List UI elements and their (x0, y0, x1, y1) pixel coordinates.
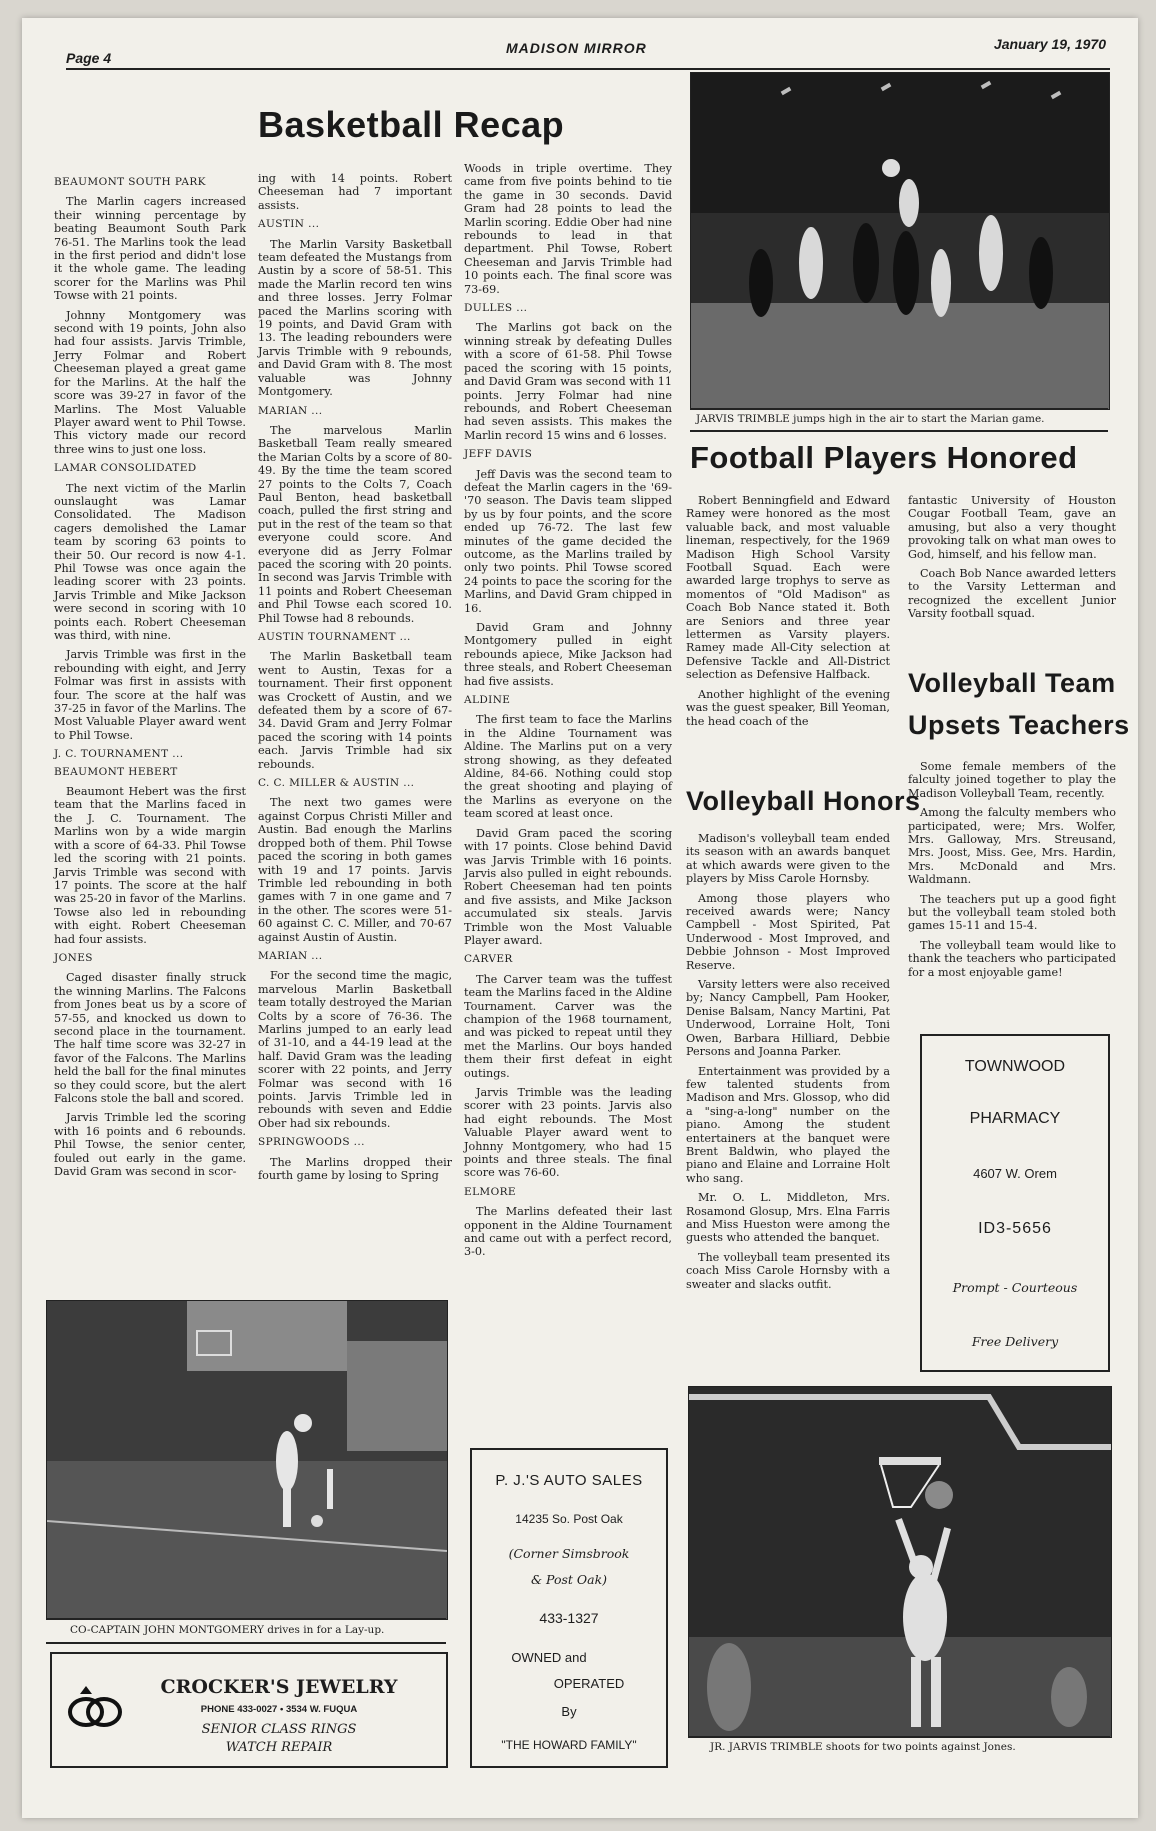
shot-photo (688, 1386, 1112, 1738)
article-paragraph: Madison's volleyball team ended its season with an awards banquet at which awards were given to the players by Miss Carole Hornsby. (686, 832, 890, 886)
article-paragraph: For the second time the magic, marvelous Marlin Basketball team totally destroyed the Marian Colts by a score of 76-36. The Marlins jumped to an early lead of 31-10, and a 44-19 lead at the half. David Gram was the leading scorer with 22 points, and Jerry Folmar was second with 16 points. Jarvis Trimble led in rebounds with seven and Eddie Ober had six rebounds. (258, 969, 452, 1130)
article-paragraph: The first team to face the Marlins in the Aldine Tournament was Aldine. The Marlins put on a very strong showing, as they defeated Aldine, 84-66. Nothing could stop the great shooting and playing of the Marlins as everyone on the team scored at least once. (464, 713, 672, 821)
volleyball-honors-column (686, 832, 890, 1297)
section-springwoods: SPRINGWOODS ... (258, 1136, 365, 1149)
article-paragraph: Beaumont Hebert was the first team that the Marlins faced in the J. C. Tournament. The Marlins won by a wide margin with a score of 64-33. Phil Towse led the scoring with 21 points. Jarvis Trimble was second with 17 points. The score at the half was 25-20 in favor of the Marlins. Towse also led in rebounding with eight. Robert Cheeseman had four assists. (54, 785, 246, 946)
article-paragraph: The Marlin cagers increased their winning percentage by beating Beaumont South Park 76-51. The Marlins took the lead in the first period and didn't lose it the whole game. The leading scorer for the Marlins was Phil Towse with 21 points. (54, 195, 246, 303)
caption-rule (688, 1736, 1110, 1738)
ad-line: SENIOR CLASS RINGS (201, 1722, 357, 1737)
caption-rule (46, 1618, 446, 1620)
ad-phone: 433-1327 (539, 1610, 599, 1626)
ad-line: Free Delivery (971, 1334, 1059, 1349)
section-dulles: DULLES ... (464, 302, 528, 315)
article-paragraph: The next victim of the Marlin ounslaught was Lamar Consolidated. The Madison cagers demolished the Lamar team by scoring 63 points to their 50. Our record is now 4-1. Phil Towse was once again the leading scorer with 23 points. Jarvis Trimble and Mike Jackson were second in scoring with 10 points each. Robert Cheeseman was third, with nine. (54, 481, 246, 642)
article-paragraph: ing with 14 points. Robert Cheeseman had 7 important assists. (258, 172, 452, 212)
ad-line: "THE HOWARD FAMILY" (501, 1738, 637, 1752)
article-paragraph: The Marlins got back on the winning streak by defeating Dulles with a score of 61-58. Phil Towse paced the scoring with 15 points, and David Gram was second with 11 points. Jerry Folmar had nine rebounds, and Robert Cheeseman had seven assists. This makes the Marlin record 15 wins and 6 losses. (464, 321, 672, 442)
volleyball-honors-headline: Volleyball Honors (686, 786, 921, 816)
article-paragraph: Coach Bob Nance awarded letters to the Varsity Letterman and recognized the excellent Junior Varsity football squad. (908, 567, 1116, 621)
article-paragraph: The Marlin Basketball team went to Austin, Texas for a tournament. Their first opponent was Crockett of Austin, and we defeated them by a score of 67-34. David Gram and Jerry Folmar paced the scoring with 14 points each. Jarvis Trimble had six rebounds. (258, 650, 452, 771)
page-header (66, 36, 1106, 64)
article-paragraph: Johnny Montgomery was second with 19 points, John also had four assists. Jarvis Trimble, Jerry Folmar and Robert Cheeseman played a great game for the Marlins. At the half the score was 39-27 in favor of the Marlins. The Most Valuable Player award went to Phil Towse. This victory made our record three wins to just one loss. (54, 308, 246, 456)
header-rule (66, 68, 1110, 70)
ad-name: CROCKER'S JEWELRY (160, 1676, 398, 1698)
section-marian-2: MARIAN ... (258, 949, 323, 962)
article-paragraph: Caged disaster finally struck the winning Marlins. The Falcons from Jones beat us by a score of 57-55, and knocked us down to second place in the tournament. The half time score was 32-27 in favor of the Falcons. The Marlins held the ball for the final minutes so they could score, but the alert Falcons stole the ball and scored. (54, 971, 246, 1105)
article-paragraph: Mr. O. L. Middleton, Mrs. Rosamond Glosup, Mrs. Elna Farris and Miss Hueston were among the guests who attended the banquet. (686, 1191, 890, 1245)
ad-line: Prompt - Courteous (952, 1280, 1078, 1295)
article-paragraph: The Marlin Varsity Basketball team defeated the Mustangs from Austin by a score of 58-51. This made the Marlin record ten wins and three losses. Jerry Folmar paced the Marlins scoring with 19 points, and David Gram with 13. The leading rebounders were Jarvis Trimble with 9 rebounds, and David Gram with 8. The most valuable was Johnny Montgomery. (258, 237, 452, 399)
football-headline: Football Players Honored (690, 440, 1078, 475)
basketball-column-1 (54, 172, 246, 1184)
volleyball-upset-column (908, 760, 1116, 985)
article-paragraph: The Marlins defeated their last opponent in the Aldine Tournament and came out with a perfect record, 3-0. (464, 1205, 672, 1259)
layup-photo (46, 1300, 448, 1620)
article-paragraph: Jarvis Trimble was the leading scorer with 23 points. Jarvis also had eight rebounds. The Most Valuable Player award went to Johnny Montgomery, who had 15 points and three steals. The final score was 76-60. (464, 1086, 672, 1180)
article-paragraph: Among those players who received awards were; Nancy Campbell - Most Spirited, Pat Underwood - Most Improved, and Debbie Johnson - Most Improved Reserve. (686, 891, 890, 972)
ad-phone: ID3-5656 (978, 1220, 1052, 1237)
masthead: MADISON MIRROR (506, 40, 647, 56)
crockers-jewelry-ad (50, 1652, 448, 1768)
article-paragraph: Some female members of the falculty joined together to play the Madison Volleyball Team, recently. (908, 760, 1116, 800)
article-paragraph: Robert Benningfield and Edward Ramey were honored as the most valuable back, and most valuable lineman, respectively, for the 1969 Madison High School Varsity Football Squad. Each were awarded large trophys to serve as momentos of "Old Madison" as Coach Bob Nance stated it. Both are Seniors and three year lettermen as Varsity players. Ramey made All-City selection at Defensive Tackle and All-District selection as Defensive Halfback. (686, 494, 890, 682)
article-paragraph: fantastic University of Houston Cougar Football Team, gave an amusing, but also a very thought provoking talk on what man owes to God, himself, and his fellow man. (908, 494, 1116, 561)
article-paragraph: The Carver team was the tuffest team the Marlins faced in the Aldine Tournament. Carver was the champion of the 1968 tournament, and was picked to repeat until they met the Marlins. Our boys handed them their first defeat in eight outings. (464, 972, 672, 1080)
section-lamar: LAMAR CONSOLIDATED (54, 462, 197, 475)
basketball-headline: Basketball Recap (258, 104, 565, 145)
basketball-column-3 (464, 162, 672, 1265)
ad-line: & Post Oak) (530, 1572, 608, 1587)
article-paragraph: Entertainment was provided by a few talented students from Madison and Mrs. Glossop, who did a "sing-a-long" number on the piano. Among the student entertainers at the banquet were Brent Baldwin, who played the piano and Elaine and Lorraine Holt who sang. (686, 1064, 890, 1185)
section-beaumont-south-park: BEAUMONT SOUTH PARK (54, 176, 206, 188)
layup-image (47, 1301, 447, 1619)
article-paragraph: The volleyball team presented its coach Miss Carole Hornsby with a sweater and slacks outfit. (686, 1250, 890, 1291)
ad-line: OWNED and (511, 1650, 587, 1665)
ad-line: 14235 So. Post Oak (515, 1512, 623, 1526)
article-paragraph: The teachers put up a good fight but the volleyball team stoled both games 15-11 and 15-4. (908, 892, 1116, 933)
ad-line: TOWNWOOD (964, 1058, 1066, 1075)
article-paragraph: Jarvis Trimble was first in the rebounding with eight, and Jerry Folmar was first in assists with four. The score at the half was 37-25 in favor of the Marlins. The Most Valuable Player award went to Phil Towse. (54, 648, 246, 742)
ad-line: PHARMACY (969, 1110, 1061, 1127)
article-paragraph: Jeff Davis was the second team to defeat the Marlin cagers in the '69-'70 season. The Davis team slipped by us by four points, and the score ended up 76-72. The last few minutes of the game decided the outcome, as the Marlins trailed by only two points. Phil Towse scored 24 points to pace the scoring for the Marlins, and David Gram chipped in 16. (464, 467, 672, 615)
article-paragraph: Varsity letters were also received by; Nancy Campbell, Pam Hooker, Denise Balsam, Nancy Martini, Pat Underwood, Lorraine Holt, Toni Owen, Barbara Hilliard, Debbie Persons and Joanna Parker. (686, 978, 890, 1059)
article-paragraph: Jarvis Trimble led the scoring with 16 points and 6 rebounds. Phil Towse, the senior center, fouled out early in the game. David Gram was second in scor- (54, 1111, 246, 1179)
article-paragraph: Another highlight of the evening was the guest speaker, Bill Yeoman, the head coach of the (686, 687, 890, 728)
caption-rule (46, 1642, 446, 1644)
article-paragraph: David Gram and Johnny Montgomery pulled in eight rebounds apiece, Mike Jackson had three steals, and Robert Cheeseman had five assists. (464, 621, 672, 688)
section-austin-tournament: AUSTIN TOURNAMENT ... (258, 631, 411, 643)
ad-line: WATCH REPAIR (225, 1740, 333, 1755)
section-marian: MARIAN ... (258, 404, 323, 417)
section-aldine: ALDINE (464, 694, 511, 707)
football-column-1 (686, 494, 890, 734)
issue-date: January 19, 1970 (993, 36, 1106, 52)
article-paragraph: Woods in triple overtime. They came from five points behind to tie the game in 30 seconds. David Gram had 28 points to lead the Marlin scoring. Eddie Ober had nine rebounds to lead in that department. Phil Towse, Robert Cheeseman and Jarvis Trimble had 10 points each. The final score was 73-69. (464, 162, 672, 296)
right-photo-caption: JR. JARVIS TRIMBLE shoots for two points against Jones. (710, 1741, 1016, 1753)
townwood-pharmacy-ad (920, 1034, 1110, 1372)
caption-rule (690, 430, 1108, 432)
jump-ball-image (691, 73, 1109, 409)
pj-auto-sales-ad (470, 1448, 668, 1768)
shot-image (689, 1387, 1111, 1737)
football-column-2 (908, 494, 1116, 627)
section-jc-tournament: J. C. TOURNAMENT ... (54, 748, 184, 761)
article-paragraph: The next two games were against Corpus Christi Miller and Austin. Bad enough the Marlins dropped both of them. Phil Towse paced the scoring in both games with 19 and 17 points. Jarvis Trimble led rebounding in both games with 7 in one game and 7 in the other. The scores were 51-60 against C. C. Miller, and 70-67 against Austin of Austin. (258, 796, 452, 944)
left-photo-caption: CO-CAPTAIN JOHN MONTGOMERY drives in for a Lay-up. (70, 1624, 385, 1636)
article-paragraph: David Gram paced the scoring with 17 points. Close behind David was Jarvis Trimble with 16 points. Jarvis also pulled in eight rebounds. Robert Cheeseman had ten points and five assists, and Mike Jackson accumulated six steals. Jarvis Trimble won the Most Valuable Player award. (464, 826, 672, 947)
section-beaumont-hebert: BEAUMONT HEBERT (54, 765, 178, 778)
article-paragraph: The marvelous Marlin Basketball Team really smeared the Marian Colts by a score of 80-49. By the time the team scored 27 points to the Colts 7, Coach Paul Benton, head basketball coach, pulled the first string and put in the rest of the team so that everyone could score. And everyone did as Jerry Folmar paced the scoring with 20 points. In second was Jarvis Trimble with 11 points and Robert Cheeseman and Phil Towse each scored 10. Phil Towse had 8 rebounds. (258, 423, 452, 625)
section-jeff-davis: JEFF DAVIS (464, 448, 533, 461)
ad-line: (Corner Simsbrook (508, 1546, 630, 1561)
volleyball-upset-headline-1: Volleyball Team (908, 668, 1116, 698)
section-jones: JONES (54, 951, 93, 964)
ad-phone: PHONE 433-0027 • 3534 W. FUQUA (200, 1704, 358, 1715)
page-number: Page 4 (66, 50, 112, 66)
article-paragraph: Among the falculty members who participated, were; Mrs. Wolfer, Mrs. Galloway, Mrs. Streusand, Mrs. Joost, Miss. Gee, Mrs. Hardin, Mrs. McDonald and Mrs. Waldmann. (908, 806, 1116, 887)
volleyball-upset-headline-2: Upsets Teachers (908, 710, 1130, 740)
section-elmore: ELMORE (464, 1185, 516, 1198)
ad-name: P. J.'S AUTO SALES (495, 1472, 643, 1489)
ad-line: 4607 W. Orem (973, 1166, 1057, 1181)
basketball-column-2 (258, 172, 452, 1188)
ad-line: By (561, 1704, 577, 1719)
section-austin: AUSTIN ... (258, 218, 320, 231)
ad-line: OPERATED (553, 1676, 625, 1691)
section-cc-miller: C. C. MILLER & AUSTIN ... (258, 777, 415, 790)
jump-ball-photo (690, 72, 1110, 410)
article-paragraph: The Marlins dropped their fourth game by losing to Spring (258, 1155, 452, 1183)
top-photo-caption: JARVIS TRIMBLE jumps high in the air to start the Marian game. (696, 413, 1045, 425)
caption-rule (690, 408, 1108, 410)
article-paragraph: The volleyball team would like to thank the teachers who participated for a most enjoyable game! (908, 938, 1116, 979)
section-carver: CARVER (464, 953, 513, 966)
